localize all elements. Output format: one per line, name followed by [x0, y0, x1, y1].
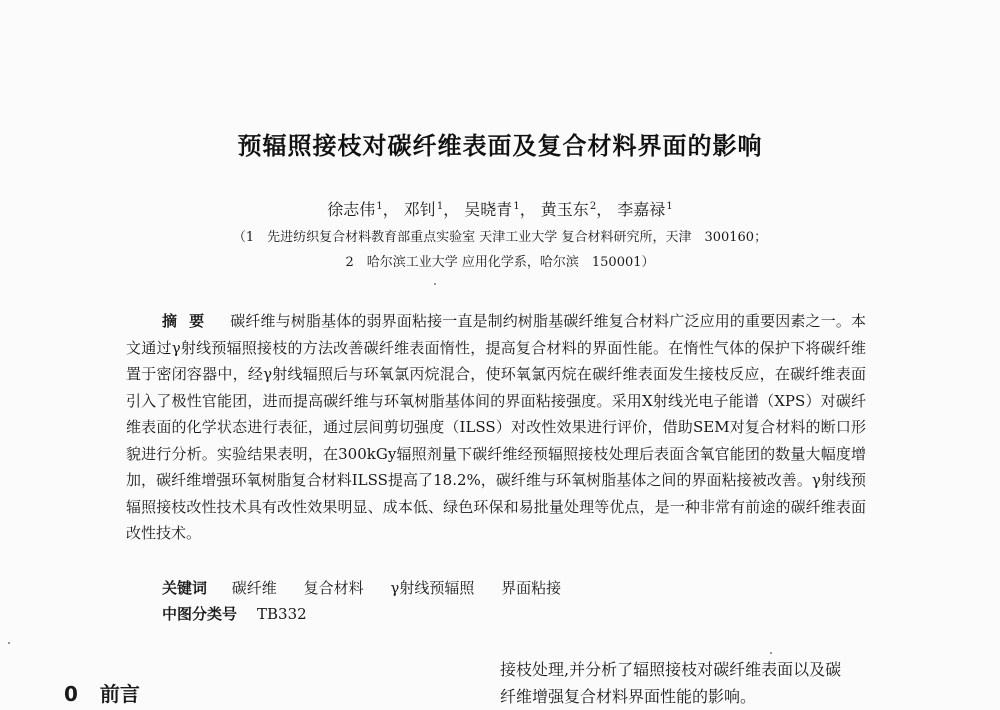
author-list: [0, 197, 1000, 220]
author-separator: ，: [382, 200, 399, 219]
author-separator: ，: [519, 200, 536, 219]
author-name: 吴晓青: [464, 200, 513, 219]
author-affiliation-mark: 1: [376, 200, 383, 212]
keywords-label: 关键词: [162, 579, 208, 597]
classification-value: TB332: [257, 605, 307, 623]
affiliation-1: （1 先进纺织复合材料教育部重点实验室 天津工业大学 复合材料研究所，天津 300160；: [232, 230, 768, 245]
author-separator: ，: [596, 200, 613, 219]
scan-speck: [8, 642, 10, 644]
classification-number: [162, 603, 307, 624]
section-number: 0: [64, 682, 78, 706]
author-affiliation-mark: 1: [513, 200, 520, 212]
author-name: 邓钊: [403, 200, 436, 219]
author-affiliation-mark: 1: [436, 200, 444, 212]
keyword: 复合材料: [303, 579, 364, 597]
author-name: 黄玉东: [540, 200, 589, 219]
classification-label: 中图分类号: [162, 605, 238, 623]
author-separator: ，: [443, 200, 460, 219]
abstract: [126, 308, 866, 547]
scan-speck: [434, 283, 436, 285]
body-line: 接枝处理,并分析了辐照接枝对碳纤维表面以及碳: [500, 660, 842, 679]
right-column-text: [500, 656, 940, 710]
keywords: [162, 577, 583, 598]
keyword: 界面粘接: [501, 579, 562, 597]
author-affiliation-mark: 1: [666, 200, 673, 212]
body-line: 纤维增强复合材料界面性能的影响。: [500, 687, 757, 706]
author-name: 徐志伟: [327, 200, 376, 219]
abstract-label: 摘要: [162, 312, 217, 330]
keyword: 碳纤维: [231, 579, 277, 597]
section-title: 前言: [99, 682, 140, 706]
author-name: 李嘉禄: [617, 200, 666, 219]
abstract-text: 碳纤维与树脂基体的弱界面粘接一直是制约树脂基碳纤维复合材料广泛应用的重要因素之一。本文通过γ射线预辐照接枝的方法改善碳纤维表面惰性，提高复合材料的界面性能。在惰性气体的保护下将碳纤维置于密闭容器中，经γ射线辐照后与环氧氯丙烷混合，使环氧氯丙烷在碳纤维表面发生接枝反应，在碳纤维表面引入了极性官能团，进而提高碳纤维与环氧树脂基体间的界面粘接强度。采用X射线光电子能谱（XPS）对碳纤维表面的化学状态进行表征，通过层间剪切强度（ILSS）对改性效果进行评价，借助SEM对复合材料的断口形貌进行分析。实验结果表明，在300kGy辐照剂量下碳纤维经预辐照接枝处理后表面含氧官能团的数量大幅度增加，碳纤维增强环氧树脂复合材料ILSS提高了18.2%，碳纤维与环氧树脂基体之间的界面粘接被改善。γ射线预辐照接枝改性技术具有改性效果明显、成本低、绿色环保和易批量处理等优点，是一种非常有前途的碳纤维表面改性技术。: [126, 312, 866, 542]
scan-speck: [770, 652, 772, 654]
paper-title: 预辐照接枝对碳纤维表面及复合材料界面的影响: [237, 132, 763, 160]
affiliation-2: 2 哈尔滨工业大学 应用化学系，哈尔滨 150001）: [345, 255, 655, 270]
keyword: γ射线预辐照: [390, 579, 475, 597]
author-affiliation-mark: 2: [589, 200, 597, 212]
section-heading: [64, 678, 140, 707]
